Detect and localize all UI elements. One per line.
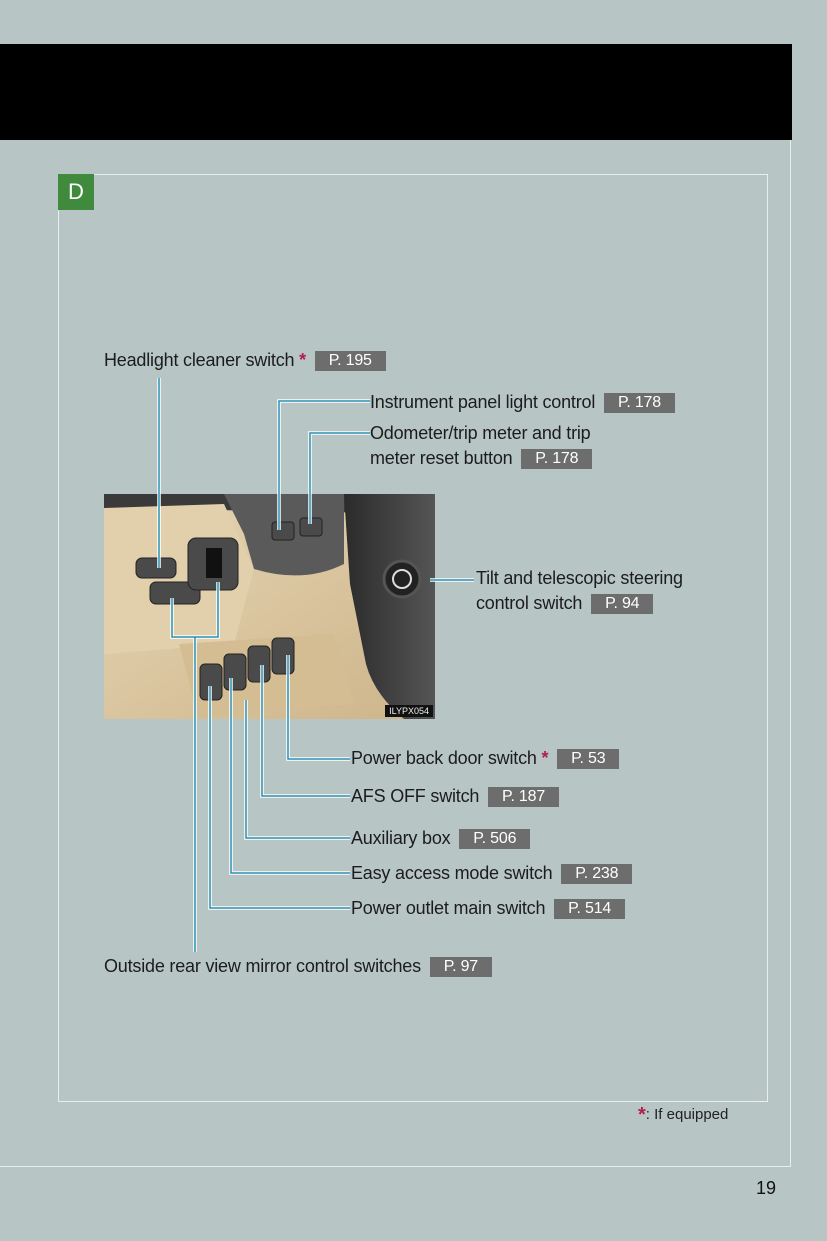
page-ref-power-back-door[interactable]: P. 53	[557, 749, 619, 769]
page-ref-easy-access[interactable]: P. 238	[561, 864, 632, 884]
footnote	[638, 1104, 728, 1127]
tilt-steering-text-line2: control switch	[476, 593, 583, 613]
label-auxiliary-box	[351, 827, 530, 849]
odometer-text-line2: meter reset button	[370, 448, 513, 468]
tilt-steering-text-line1: Tilt and telescopic steering	[476, 568, 683, 588]
power-back-door-text: Power back door switch	[351, 748, 537, 768]
auxiliary-box-text: Auxiliary box	[351, 828, 451, 848]
label-easy-access	[351, 862, 632, 884]
section-tag: D	[58, 174, 94, 210]
easy-access-text: Easy access mode switch	[351, 863, 553, 883]
dashboard-photo	[104, 494, 435, 719]
label-tilt-steering	[476, 567, 683, 614]
power-outlet-text: Power outlet main switch	[351, 898, 546, 918]
label-mirror-control	[104, 955, 492, 977]
label-odometer	[370, 422, 592, 469]
mirror-control-text: Outside rear view mirror control switches	[104, 956, 421, 976]
afs-off-text: AFS OFF switch	[351, 786, 480, 806]
page-ref-tilt-steering[interactable]: P. 94	[591, 594, 653, 614]
page-ref-odometer[interactable]: P. 178	[521, 449, 592, 469]
instrument-panel-text: Instrument panel light control	[370, 392, 596, 412]
label-headlight-cleaner	[104, 349, 386, 371]
page-ref-instrument-panel[interactable]: P. 178	[604, 393, 675, 413]
header-bar	[0, 44, 792, 140]
equipped-star: *	[299, 350, 306, 370]
label-instrument-panel	[370, 391, 675, 413]
equipped-star: *	[541, 748, 549, 768]
label-afs-off	[351, 785, 559, 807]
label-power-back-door	[351, 747, 619, 769]
page-number: 19	[756, 1178, 777, 1198]
page-ref-power-outlet[interactable]: P. 514	[554, 899, 625, 919]
photo-code: ILYPX054	[385, 705, 433, 717]
page-ref-afs-off[interactable]: P. 187	[488, 787, 559, 807]
footnote-text: : If equipped	[645, 1106, 729, 1123]
dashboard-illustration	[104, 494, 435, 719]
odometer-text-line1: Odometer/trip meter and trip	[370, 423, 591, 443]
footnote-star: *	[638, 1104, 646, 1126]
page-ref-mirror-control[interactable]: P. 97	[430, 957, 492, 977]
headlight-cleaner-text: Headlight cleaner switch	[104, 350, 295, 370]
page-ref-headlight-cleaner[interactable]: P. 195	[315, 351, 386, 371]
label-power-outlet	[351, 897, 625, 919]
page-ref-auxiliary-box[interactable]: P. 506	[459, 829, 530, 849]
